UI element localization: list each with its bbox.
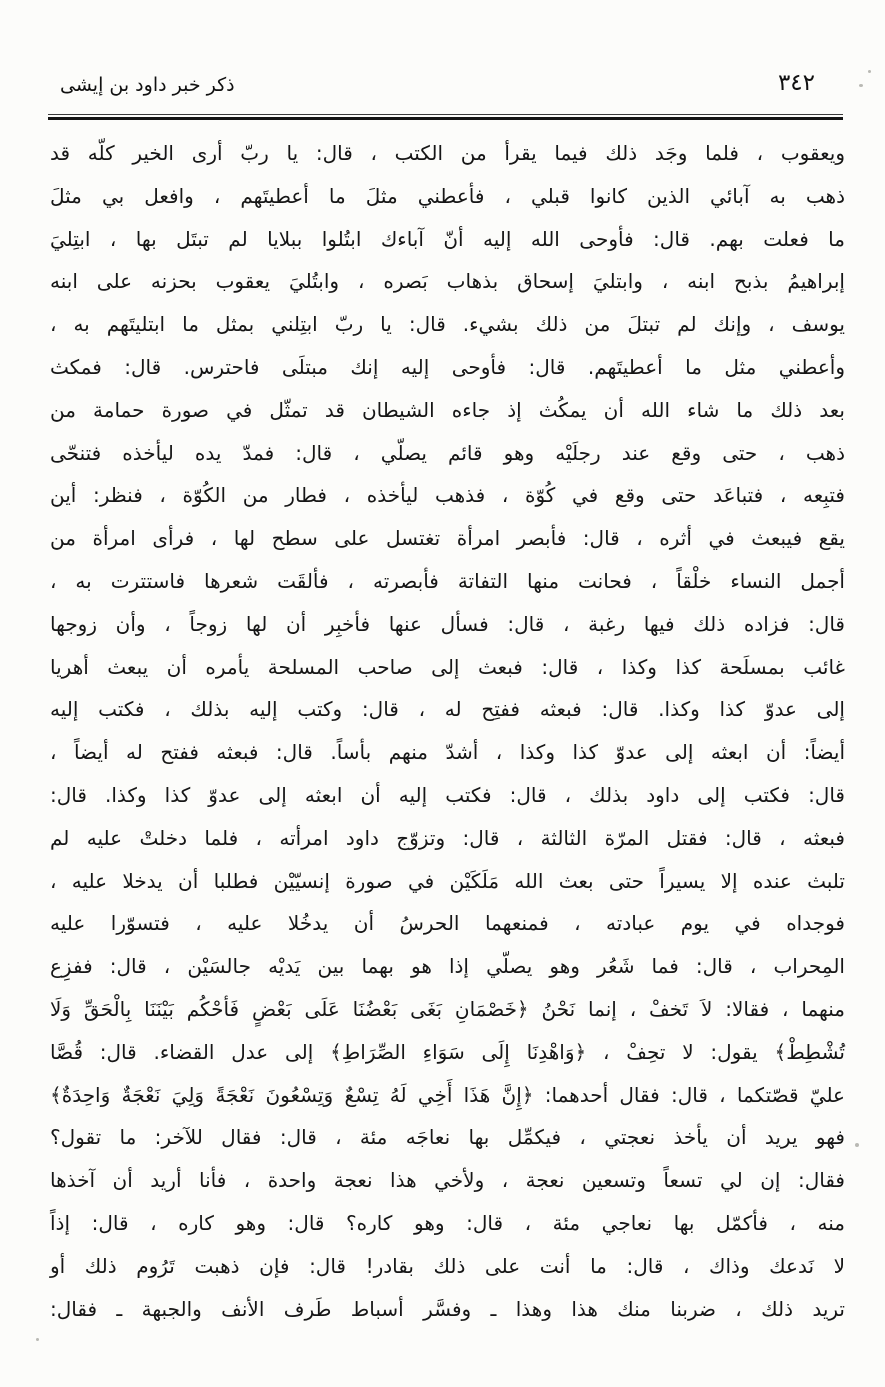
text-line: يقع فيبعث في أثره ، قال: فأبصر امرأة تغتسل على سطح لها ، فرأى امرأة من: [50, 526, 845, 551]
text-line: إبراهيمُ بذبح ابنه ، وابتليَ إسحاق بذهاب بَصره ، وابتُليَ يعقوب بحزنه على ابنه: [50, 269, 845, 294]
text-line: تلبث عنده إلا يسيراً حتى بعث الله مَلَكَيْن في صورة إنسيّيْن فطلبا أن يدخلا عليه ،: [50, 868, 845, 893]
text-line: أجمل النساء خلْقاً ، فحانت منها التفاتة فأبصرته ، فألقَت شعرها فاستترت به ،: [50, 568, 845, 593]
text-line: لا نَدعك وذاك ، قال: ما أنت على ذلك بقادر! قال: فإن ذهبت تَرُوم ذلك أو: [50, 1253, 845, 1278]
text-line: تُشْطِطْ﴾ يقول: لا تحِفْ ، ﴿وَاهْدِنَا إِلَى سَوَاءِ الصِّرَاطِ﴾ إلى عدل القضاء. قال: قُصَّا: [50, 1039, 845, 1064]
text-line: عليّ قصّتكما ، قال: فقال أحدهما: ﴿إِنَّ هَذَا أَخِي لَهُ تِسْعٌ وَتِسْعُونَ نَعْجَةً وَلِيَ نَعْجَةٌ وَاحِدَةٌ﴾: [50, 1082, 845, 1107]
scan-speck: [859, 84, 863, 87]
text-line: أيضاً: أن ابعثه إلى عدوّ كذا وكذا ، أشدّ منهم بأساً. قال: فبعثه ففتح له أيضاً ،: [50, 740, 845, 765]
scan-speck: [855, 1143, 859, 1147]
text-line: منه ، فأكمّل بها نعاجي مئة ، قال: وهو كاره؟ قال: وهو كاره ، قال: إذاً: [50, 1210, 845, 1235]
header-rule: [48, 114, 843, 120]
text-line: ويعقوب ، فلما وجَد ذلك فيما يقرأ من الكتب ، قال: يا ربّ أرى الخير كلّه قد: [50, 141, 845, 165]
scan-speck: [36, 1338, 39, 1341]
text-line: غائب بمسلَحة كذا وكذا ، قال: فبعث إلى صاحب المسلحة يأمره أن يبعث أهريا: [50, 654, 845, 679]
text-line: فبعثه ، قال: فقتل المرّة الثالثة ، قال: وتزوّج داود امرأته ، فلما دخلتْ عليه لم: [50, 825, 845, 850]
text-line: قال: فكتب إلى داود بذلك ، قال: فكتب إليه أن ابعثه إلى عدوّ كذا وكذا. قال:: [50, 782, 845, 807]
text-line: ذهب ، حتى وقع عند رجلَيْه وهو قائم يصلّي ، قال: فمدّ يده ليأخذه فتنحّى: [50, 440, 845, 465]
scan-speck: [868, 70, 871, 73]
text-line: بعد ذلك ما شاء الله أن يمكُث إذ جاءه الشيطان قد تمثّل في صورة حمامة من: [50, 397, 845, 422]
text-line: منهما ، فقالا: لاَ تَخفْ ، إنما نَحْنُ ﴿خَصْمَانِ بَغَى بَعْضُنَا عَلَى بَعْضٍ فَأحْكُم بَيْنَنَا بِالْحَقِّ وَلَا: [50, 996, 845, 1021]
text-line: فهو يريد أن يأخذ نعجتي ، فيكمِّل بها نعاجَه مئة ، قال: فقال للآخر: ما تقول؟: [50, 1125, 845, 1150]
running-title: ذكر خبر داود بن إيشى: [60, 74, 235, 96]
text-line: وأعطني مثل ما أعطيتَهم. قال: فأوحى إليه إنك مبتلَى فاحترس. قال: فمكث: [50, 354, 845, 379]
text-line: المِحراب ، قال: فما شَعُر وهو يصلّي إذا هو بهما بين يَديْه جالسَيْن ، قال: ففزِع: [50, 954, 845, 979]
text-line: ذهب به آبائي الذين كانوا قبلي ، فأعطني مثلَ ما أعطيتَهم ، وافعل بي مثلَ: [50, 183, 845, 208]
text-line: ما فعلت بهم. قال: فأوحى الله إليه أنّ آباءك ابتُلوا ببلايا لم تبتَل بها ، ابتِليَ: [50, 226, 845, 251]
text-line: فوجداه في يوم عبادته ، فمنعهما الحرسُ أن يدخُلا عليه ، فتسوّرا عليه: [50, 911, 845, 936]
text-line: تريد ذلك ، ضربنا منك هذا وهذا ـ وفسَّر أسباط طَرف الأنف والجبهة ـ فقال:: [50, 1296, 845, 1321]
text-line: فتبِعه ، فتباعَد حتى وقع في كُوّة ، فذهب ليأخذه ، فطار من الكُوّة ، فنظر: أين: [50, 483, 845, 508]
text-line: يوسف ، وإنك لم تبتلَ من ذلك بشيء. قال: يا ربّ ابتِلني بمثل ما ابتليتَهم به ،: [50, 312, 845, 337]
page-header: [60, 70, 815, 96]
body-text: [50, 132, 845, 1330]
text-line: فقال: إن لي تسعاً وتسعين نعجة ، ولأخي هذا نعجة واحدة ، فأنا أريد أن آخذها: [50, 1168, 845, 1193]
text-line: قال: فزاده ذلك فيها رغبة ، قال: فسأل عنها فأخبِر أن لها زوجاً ، وأن زوجها: [50, 611, 845, 636]
page-number: ٣٤٢: [777, 70, 815, 96]
text-line: إلى عدوّ كذا وكذا. قال: فبعثه ففتِح له ، قال: وكتب إليه بذلك ، فكتب إليه: [50, 697, 845, 722]
